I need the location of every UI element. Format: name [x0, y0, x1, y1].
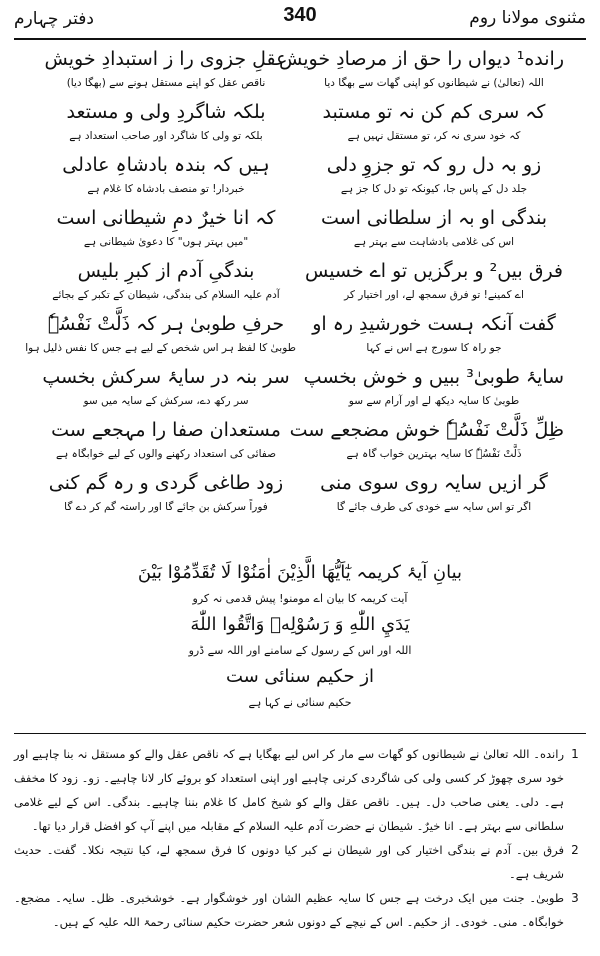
urdu-translation: کہ خود سری نہ کر، تو مستقل نہیں ہے: [347, 130, 521, 142]
persian-line: عقلِ جزوی را ز استبدادِ خویش: [44, 48, 288, 70]
second-hemistich: [32, 205, 300, 258]
second-hemistich: [32, 99, 300, 152]
second-hemistich: [32, 46, 300, 99]
couplet: [32, 46, 568, 99]
header-rule: [14, 38, 586, 40]
verse-heading: بیانِ آیۂ کریمہ یٰٓاَیُّهَا الَّذِيْنَ اٰمَنُوْا لَا تُقَدِّمُوْا بَيْنَ: [137, 562, 463, 583]
urdu-translation: جلد دل کے پاس جا، کیونکہ تو دل کا جز ہے: [340, 183, 528, 195]
footnote-text: فرق بین۔ آدم نے بندگی اختیار کی اور شیطان نے کبر کیا دونوں کا فرق سمجھ لے، کیا نتیجہ نکلا۔ گفت۔ حدیث شریف ہے۔: [14, 843, 564, 881]
urdu-translation: "میں بہتر ہوں" کا دعویٰ شیطانی ہے: [83, 236, 249, 248]
second-hemistich: [32, 364, 300, 417]
attribution: از حکیم سنائی ست: [225, 666, 375, 687]
persian-line: کہ انا خیرٌ دمِ شیطانی است: [56, 207, 276, 229]
urdu-translation: طوبیٰ کا لفظ ہر اس شخص کے لیے ہے جس کا نفس ذلیل ہوا: [25, 342, 296, 354]
footnote: [14, 886, 586, 934]
couplet: [32, 205, 568, 258]
verse-heading-translation: آیت کریمہ کا بیان اے مومنو! پیش قدمی نہ کرو: [192, 592, 408, 605]
second-hemistich: [32, 470, 300, 523]
persian-line: مستعدان صفا را مہجعے ست: [51, 419, 281, 441]
quran-verse-block: [40, 558, 560, 714]
page-number: 340: [283, 4, 317, 26]
couplet: [32, 99, 568, 152]
attribution-translation: حکیم سنائی نے کہا ہے: [248, 696, 352, 709]
urdu-translation: صفائی کی استعداد رکھنے والوں کے لیے خوابگاہ ہے: [55, 448, 277, 460]
urdu-translation: ناقص عقل کو اپنے مستقل ہونے سے (بھگا دیا): [66, 77, 266, 89]
urdu-translation: فوراً سرکش بن جائے گا اور راستہ گم کر دے گا: [64, 501, 268, 513]
second-hemistich: [32, 258, 300, 311]
urdu-translation: بلکہ تو ولی کا شاگرد اور صاحب استعداد ہے: [69, 130, 263, 142]
couplet: [32, 364, 568, 417]
persian-line: بلکہ شاگردِ ولی و مستعد: [66, 101, 266, 123]
second-hemistich: [32, 417, 300, 470]
persian-line: سر بنہ در سایۂ سرکش بخسپ: [42, 366, 290, 388]
persian-line: کہ سری کم کن نہ تو مستبد: [322, 101, 546, 123]
urdu-translation: اللہ (تعالیٰ) نے شیطانوں کو اپنی گھات سے بھگا دیا: [324, 77, 544, 89]
first-hemistich: [300, 205, 568, 258]
persian-line: زو بہ دل رو کہ تو جزوِ دلی: [326, 154, 542, 176]
urdu-translation: آدم علیہ السلام کی بندگی، شیطان کے تکبر کے بجائے: [52, 289, 280, 301]
couplet-list: [25, 46, 568, 523]
first-hemistich: [300, 311, 568, 364]
second-hemistich: [25, 311, 300, 364]
urdu-translation: اگر تو اس سایہ سے خودی کی طرف جائے گا: [336, 501, 532, 513]
first-hemistich: [300, 99, 568, 152]
urdu-translation: اس کی غلامی بادشاہت سے بہتر ہے: [353, 236, 515, 248]
ayah-translation: اللہ اور اس کے رسول کے سامنے اور اللہ سے ڈرو: [188, 644, 412, 657]
urdu-translation: سر رکھ دے، سرکش کے سایہ میں سو: [83, 395, 249, 407]
first-hemistich: [300, 258, 568, 311]
footnote: [14, 742, 586, 838]
footnote-text: طوبیٰ۔ جنت میں ایک درخت ہے جس کا سایہ عظیم الشان اور خوشگوار ہے۔ خوشخبری۔ ظل۔ سایہ۔ مضجع۔ خوابگاہ۔ منی۔ خودی۔ از حکیم۔ اس کے نیچے کے دونوں شعر حضرت حکیم سنائی رحمۃ اللہ علیہ کے ہیں۔: [14, 891, 564, 929]
persian-line: زود طاغی گردی و رہ گم کنی: [48, 472, 284, 494]
footnote-text: رانده۔ اللہ تعالیٰ نے شیطانوں کو گھات سے مار کر اس لیے بھگایا ہے کہ ناقص عقل والے کو مستقل نہ بنا چاہیے اور خود سری چھوڑ کر کسی ولی کی شاگردی کرنی چاہیے اور اپنی استعداد کو بروئے کار لانا چاہیے۔ زو۔ زود کا مخفف ہے۔ دلی۔ یعنی صاحب دل۔ ہیں۔ ناقص عقل والے کو شیخ کامل کا غلام بننا چاہیے۔ بندگی۔ اس کے لیے غلامی سلطانی سے بہتر ہے۔ انا خیرٌ۔ شیطان نے حضرت آدم علیہ السلام کے مقابلہ میں اپنے آپ کو افضل قرار دیا تھا۔: [14, 747, 564, 833]
persian-line: گفت آنکہ ہست خورشیدِ رہ او: [312, 313, 556, 335]
footnote-rule: [14, 733, 586, 734]
urdu-translation: ذَلَّتْ نَفْسُہٗ کا سایہ بہترین خواب گاہ ہے: [346, 448, 522, 460]
persian-line: حرفِ طوبیٰ ہر کہ ذَلَّتْ نَفْسُہٗ: [47, 313, 285, 335]
footnote-marker: 1: [571, 747, 579, 761]
footnotes: [14, 742, 586, 934]
couplet: [32, 258, 568, 311]
urdu-translation: طوبیٰ کا سایہ دیکھ لے اور آرام سے سو: [348, 395, 520, 407]
persian-line: سایۂ طوبیٰ³ ببیں و خوش بخسپ: [303, 366, 564, 388]
first-hemistich: [300, 152, 568, 205]
footnote-marker: 2: [571, 843, 579, 857]
first-hemistich: [289, 417, 568, 470]
urdu-translation: خبردار! تو منصف بادشاہ کا غلام ہے: [87, 183, 245, 195]
persian-line: فرق بیں² و برگزیں تو اے خسیس: [304, 260, 564, 282]
persian-line: گر ازیں سایہ روی سوی منی: [320, 472, 548, 494]
page-header: [14, 4, 586, 38]
couplet: [25, 311, 568, 364]
first-hemistich: [300, 470, 568, 523]
couplet: [32, 152, 568, 205]
footnote: [14, 838, 586, 886]
footnote-marker: 3: [571, 891, 579, 905]
urdu-translation: جو راہ کا سورج ہے اس نے کہا: [366, 342, 502, 354]
second-hemistich: [32, 152, 300, 205]
first-hemistich: [300, 364, 568, 417]
first-hemistich: [279, 46, 568, 99]
couplet: [32, 470, 568, 523]
persian-line: بندگیِ آدم از کبرِ بلیس: [77, 260, 255, 282]
ayah-continuation: يَدَيِ اللّٰهِ وَ رَسُوْلِهٖ وَاتَّقُوا اللّٰهَ: [190, 614, 410, 635]
persian-line: ظِلِّ ذَلَّتْ نَفْسُہٗ خوش مضجعے ست: [289, 419, 564, 441]
persian-line: ہیں کہ بندہ بادشاہِ عادلی: [62, 154, 270, 176]
couplet: [32, 417, 568, 470]
persian-line: بندگی او بہ از سلطانی است: [321, 207, 547, 229]
book-title: مثنوی مولانا روم: [469, 8, 586, 28]
persian-line: رانده¹ دیواں را حق از مرصادِ خویش: [279, 48, 564, 70]
section-title: دفتر چہارم: [14, 9, 94, 29]
urdu-translation: اے کمینے! تو فرق سمجھ لے، اور اختیار کر: [344, 289, 524, 301]
